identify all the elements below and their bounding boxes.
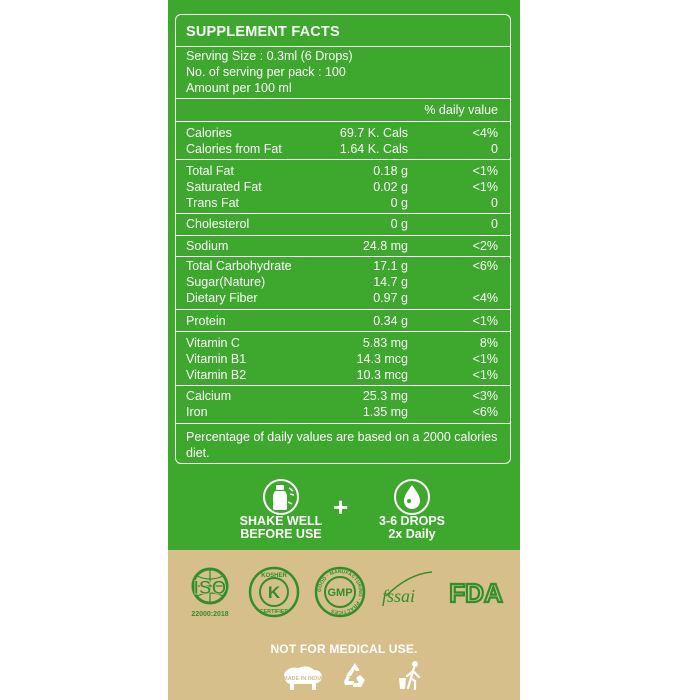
nutrient-row bbox=[176, 217, 510, 233]
nutrient-row bbox=[176, 196, 510, 212]
nutrient-amount: 0.97 g bbox=[373, 291, 408, 305]
nutrient-row bbox=[176, 142, 510, 158]
facts-title: SUPPLEMENT FACTS bbox=[186, 24, 340, 40]
divider bbox=[176, 159, 510, 160]
divider bbox=[176, 309, 510, 310]
divider bbox=[176, 331, 510, 332]
nutrient-row bbox=[176, 389, 510, 405]
divider bbox=[176, 121, 510, 122]
nutrient-name: Total Carbohydrate bbox=[186, 259, 292, 273]
nutrient-amount: 14.7 g bbox=[373, 275, 408, 289]
nutrient-daily-value: <1% bbox=[472, 314, 498, 328]
nutrient-daily-value: <2% bbox=[472, 239, 498, 253]
nutrient-row bbox=[176, 126, 510, 142]
nutrient-amount: 17.1 g bbox=[373, 259, 408, 273]
fssai-logo bbox=[378, 566, 438, 618]
shake-line-2: BEFORE USE bbox=[240, 527, 322, 541]
nutrient-row bbox=[176, 239, 510, 255]
nutrient-row bbox=[176, 368, 510, 384]
nutrient-amount: 0 g bbox=[390, 196, 408, 210]
nutrient-daily-value: 0 bbox=[491, 196, 498, 210]
daily-value-footnote: Percentage of daily values are based on a 2000 calories diet. bbox=[186, 430, 498, 460]
nutrient-amount: 0.02 g bbox=[373, 180, 408, 194]
dispose-properly-icon bbox=[396, 660, 426, 690]
nutrient-amount: 1.64 K. Cals bbox=[339, 142, 408, 156]
supplement-facts-box bbox=[175, 14, 511, 464]
fssai-text: fssai bbox=[382, 586, 416, 606]
fda-text: FDA bbox=[449, 578, 503, 608]
nutrient-daily-value: 0 bbox=[491, 217, 498, 231]
nutrient-name: Calcium bbox=[186, 389, 232, 403]
nutrient-row bbox=[176, 275, 510, 291]
nutrient-amount: 14.3 mcg bbox=[356, 352, 408, 366]
gmp-ring-path: GOOD · MANUFACTURING · PRACTICES bbox=[316, 568, 364, 616]
iso-logo bbox=[182, 566, 238, 620]
nutrient-name: Calories from Fat bbox=[186, 142, 282, 156]
nutrient-amount: 5.83 mg bbox=[362, 336, 408, 350]
nutrient-name: Iron bbox=[186, 405, 208, 419]
nutrient-daily-value: <6% bbox=[472, 259, 498, 273]
kosher-bottom-text: CERTIFIED bbox=[259, 609, 289, 615]
divider bbox=[176, 256, 510, 257]
nutrient-daily-value: <6% bbox=[472, 405, 498, 419]
nutrient-name: Total Fat bbox=[186, 164, 234, 178]
drops-line-1: 3-6 DROPS bbox=[379, 514, 445, 528]
nutrient-amount: 0 g bbox=[390, 217, 408, 231]
nutrient-daily-value: <4% bbox=[472, 291, 498, 305]
nutrient-row bbox=[176, 164, 510, 180]
nutrient-daily-value: 8% bbox=[479, 336, 498, 350]
nutrient-name: Vitamin B2 bbox=[186, 368, 247, 382]
nutrient-daily-value: <1% bbox=[472, 368, 498, 382]
not-for-medical-use: NOT FOR MEDICAL USE. bbox=[270, 642, 418, 656]
nutrient-name: Sugar(Nature) bbox=[186, 275, 266, 289]
nutrient-name: Vitamin C bbox=[186, 336, 240, 350]
nutrient-row bbox=[176, 180, 510, 196]
nutrient-daily-value: <4% bbox=[472, 126, 498, 140]
amount-per: Amount per 100 ml bbox=[186, 81, 292, 95]
daily-value-header: % daily value bbox=[424, 103, 498, 117]
nutrient-row bbox=[176, 352, 510, 368]
nutrient-row bbox=[176, 336, 510, 352]
nutrient-row bbox=[176, 314, 510, 330]
nutrient-name: Saturated Fat bbox=[186, 180, 262, 194]
nutrient-name: Cholesterol bbox=[186, 217, 250, 231]
serving-size: Serving Size : 0.3ml (6 Drops) bbox=[186, 49, 353, 63]
usage-instructions bbox=[168, 478, 520, 544]
made-in-india-icon bbox=[280, 660, 326, 692]
made-in-india-text: MADE IN INDIA bbox=[283, 676, 323, 682]
divider bbox=[176, 46, 510, 47]
nutrient-daily-value: <3% bbox=[472, 389, 498, 403]
nutrient-daily-value: 0 bbox=[491, 142, 498, 156]
divider bbox=[176, 98, 510, 99]
nutrient-daily-value: <1% bbox=[472, 352, 498, 366]
product-label-panel bbox=[168, 0, 520, 700]
divider bbox=[176, 423, 510, 424]
divider bbox=[176, 235, 510, 236]
nutrient-amount: 24.8 mg bbox=[362, 239, 408, 253]
plus-sign: + bbox=[333, 492, 349, 522]
iso-number: 22000:2018 bbox=[191, 611, 229, 618]
shake-label bbox=[226, 515, 336, 541]
nutrient-name: Vitamin B1 bbox=[186, 352, 247, 366]
dropper-drop-icon bbox=[393, 478, 431, 516]
iso-text: ISO bbox=[193, 578, 227, 599]
kosher-k: K bbox=[267, 583, 281, 602]
nutrient-amount: 10.3 mcg bbox=[356, 368, 408, 382]
nutrient-daily-value: <1% bbox=[472, 180, 498, 194]
nutrient-amount: 0.34 g bbox=[373, 314, 408, 328]
drops-line-2: 2x Daily bbox=[388, 527, 436, 541]
divider bbox=[176, 385, 510, 386]
nutrient-amount: 69.7 K. Cals bbox=[339, 126, 408, 140]
kosher-top-text: KOSHER bbox=[261, 573, 287, 579]
nutrient-name: Protein bbox=[186, 314, 226, 328]
nutrient-row bbox=[176, 259, 510, 275]
nutrient-name: Sodium bbox=[186, 239, 229, 253]
nutrient-amount: 1.35 mg bbox=[362, 405, 408, 419]
fda-logo bbox=[444, 566, 508, 618]
nutrient-row bbox=[176, 405, 510, 421]
kosher-logo bbox=[248, 566, 300, 618]
servings-per-pack: No. of serving per pack : 100 bbox=[186, 65, 346, 79]
nutrient-amount: 25.3 mg bbox=[362, 389, 408, 403]
nutrient-amount: 0.18 g bbox=[373, 164, 408, 178]
drops-label bbox=[357, 515, 467, 541]
nutrient-name: Calories bbox=[186, 126, 232, 140]
gmp-text: GMP bbox=[327, 587, 353, 599]
shake-line-1: SHAKE WELL bbox=[239, 514, 323, 528]
shake-bottle-icon bbox=[262, 478, 300, 516]
nutrient-daily-value: <1% bbox=[472, 164, 498, 178]
divider bbox=[176, 213, 510, 214]
nutrient-name: Trans Fat bbox=[186, 196, 240, 210]
gmp-logo bbox=[314, 566, 366, 618]
nutrient-name: Dietary Fiber bbox=[186, 291, 258, 305]
recycle-icon bbox=[340, 660, 370, 690]
nutrient-row bbox=[176, 291, 510, 307]
